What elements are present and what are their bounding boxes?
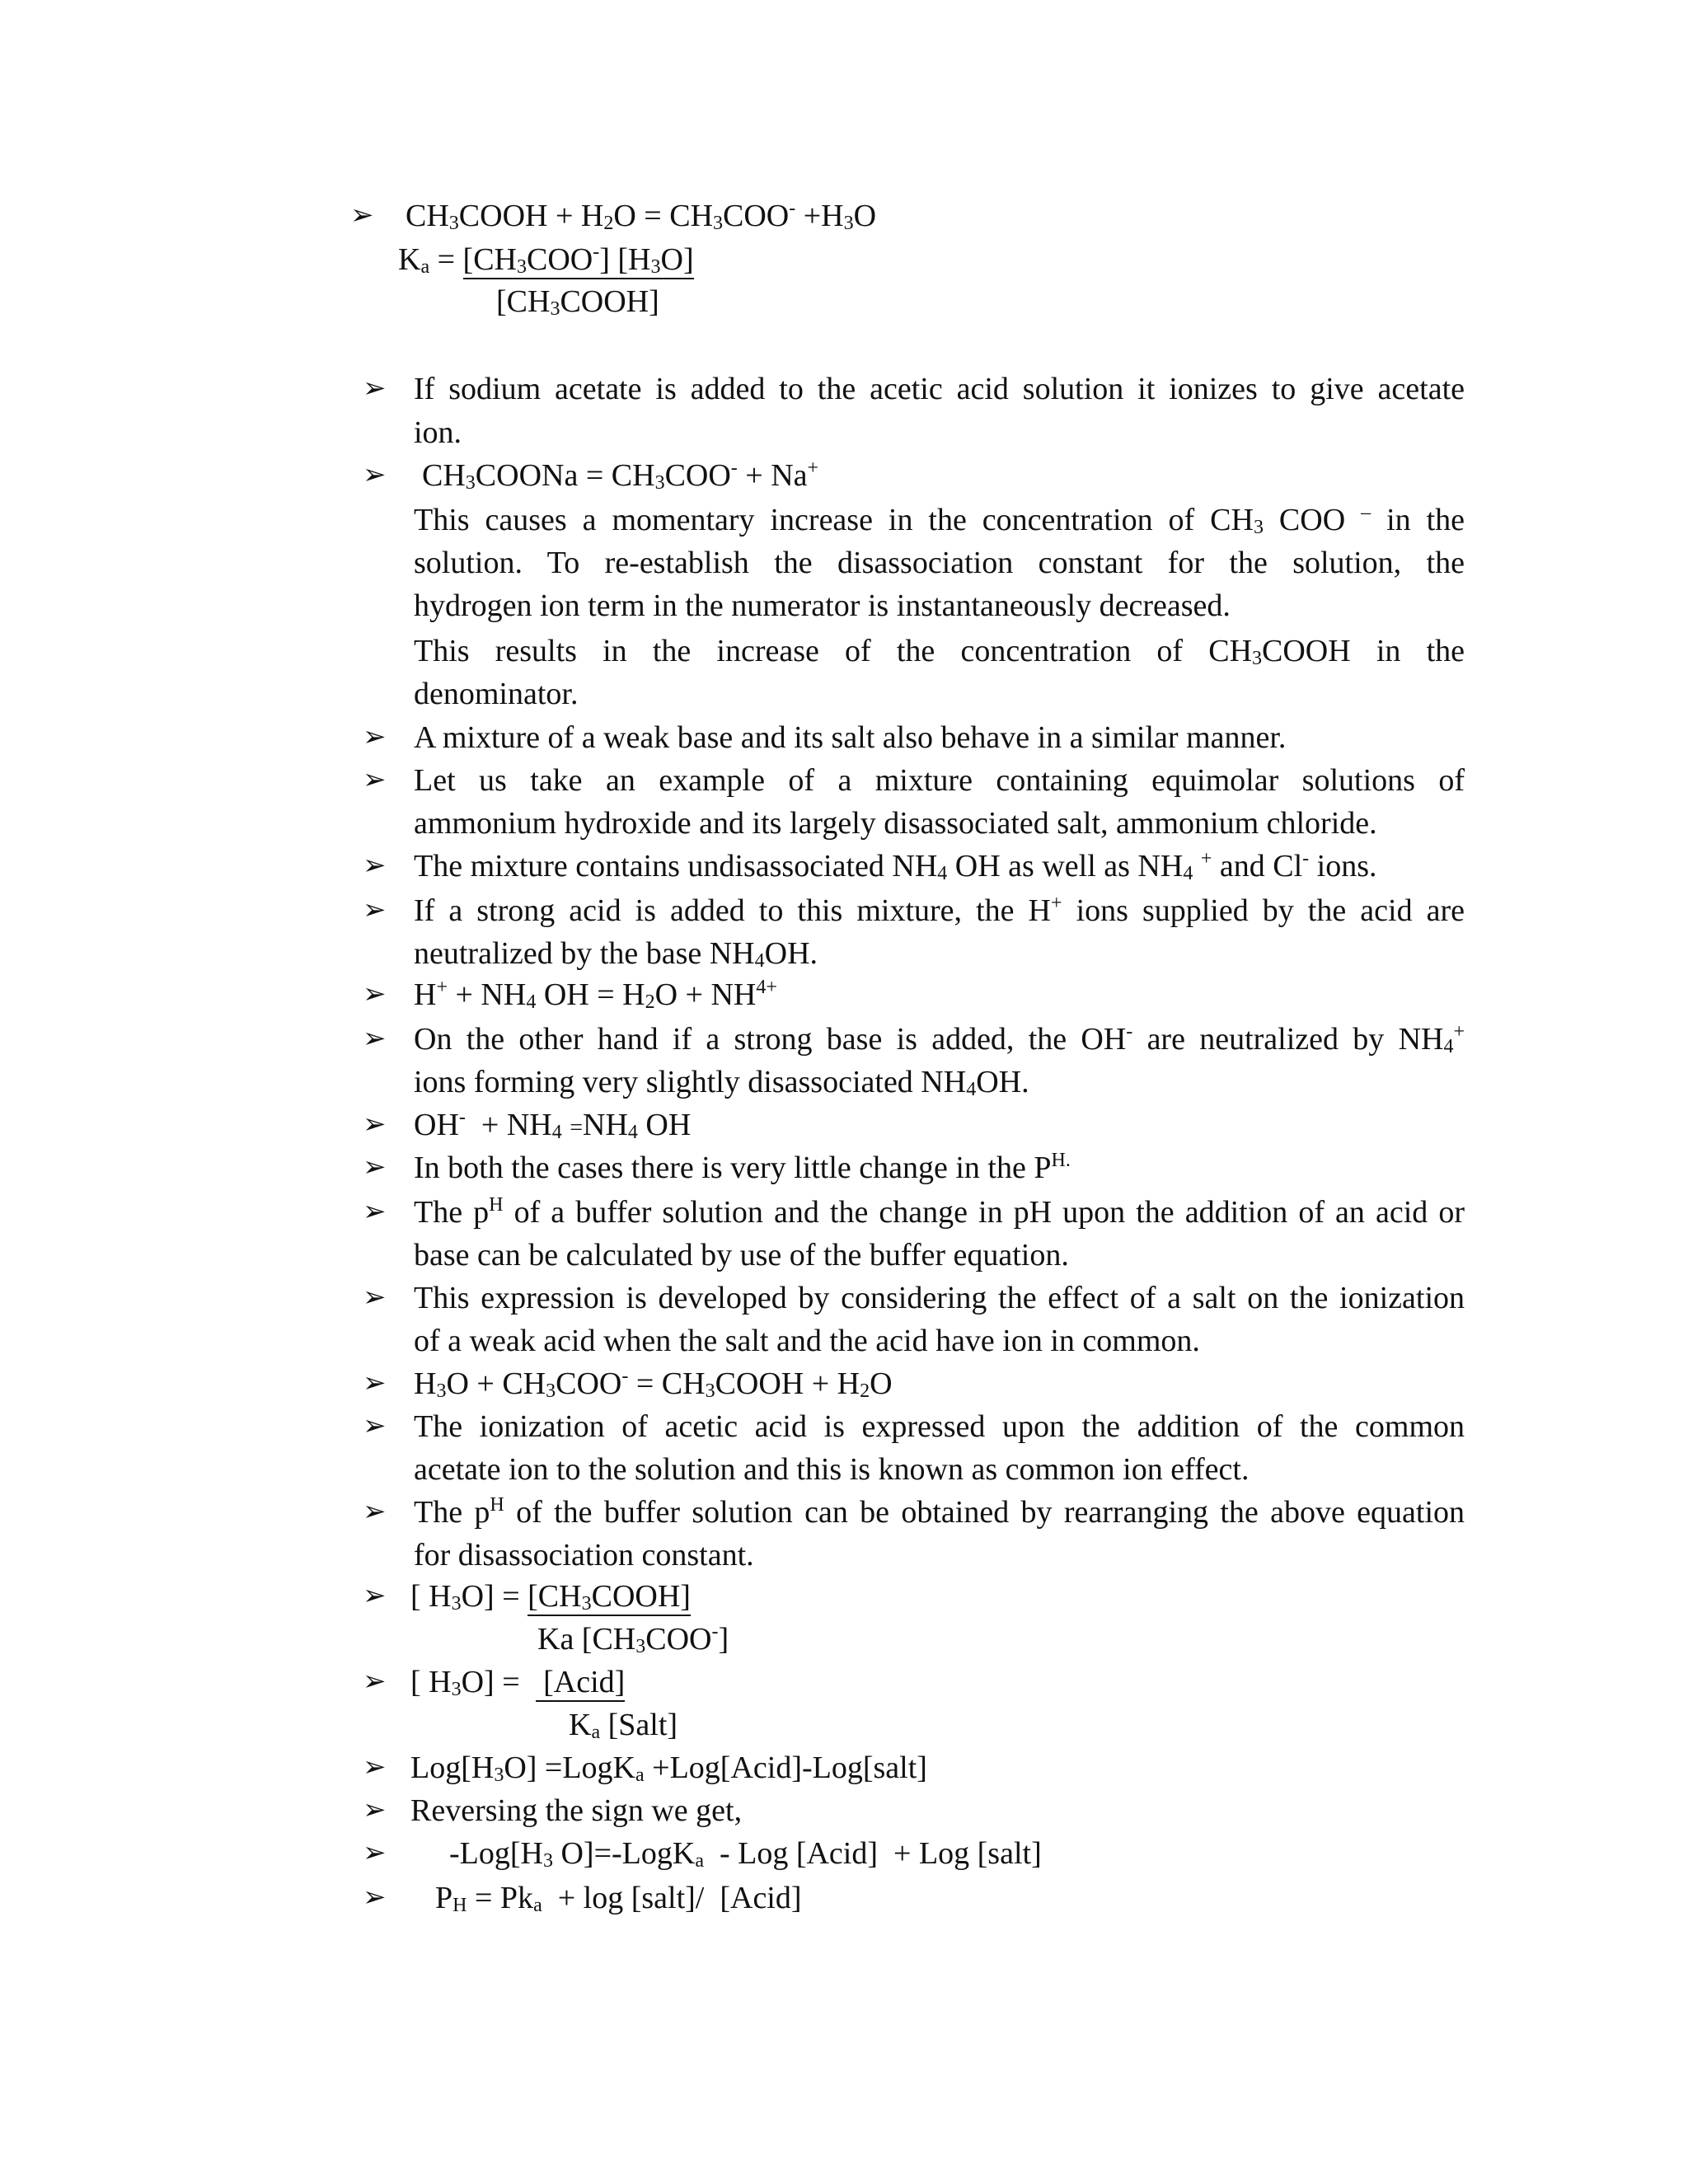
paragraph-line: Reversing the sign we get, bbox=[410, 1793, 743, 1828]
formula-denominator: Ka $[CH_3COO^-]$ bbox=[537, 1621, 729, 1657]
paragraph-line: ions forming very slightly disassociated $NH_4OH$. bbox=[414, 1065, 1029, 1100]
bullet-icon: ➢ bbox=[350, 200, 374, 231]
formula-line: $Log[H_3O]$ =LogK$_a$ +Log[Acid]-Log[salt] bbox=[410, 1750, 927, 1786]
formula-numerator: [ $H_3O$] = $[CH_3COOH]$ bbox=[410, 1579, 691, 1615]
bullet-icon: ➢ bbox=[363, 1838, 387, 1868]
formula-line: $-Log[H_3$ O]=-LogK$_a$ - Log [Acid] + Log [salt] bbox=[449, 1836, 1042, 1872]
paragraph-line: In both the cases there is very little change in the $P^{H.}$ bbox=[414, 1150, 1071, 1185]
paragraph-line: A mixture of a weak base and its salt also behave in a similar manner. bbox=[414, 720, 1287, 755]
bullet-icon: ➢ bbox=[363, 765, 387, 795]
paragraph-line: ammonium hydroxide and its largely disassociated salt, ammonium chloride. bbox=[414, 806, 1377, 841]
paragraph-line: hydrogen ion term in the numerator is instantaneously decreased. bbox=[414, 588, 1231, 623]
paragraph-line: The mixture contains undisassociated $NH_4$ OH as well as $NH_4$ + and Cl- ions. bbox=[414, 848, 1377, 884]
bullet-icon: ➢ bbox=[363, 1795, 387, 1825]
paragraph-line: base can be calculated by use of the buffer equation. bbox=[414, 1238, 1069, 1272]
bullet-icon: ➢ bbox=[363, 373, 387, 404]
paragraph-line: If sodium acetate is added to the acetic acid solution it ionizes to give acetate bbox=[414, 372, 1465, 406]
reaction-line: $OH^- + NH_4 =NH_4$ OH bbox=[414, 1107, 692, 1143]
paragraph-line: The $p^H$ of a buffer solution and the change in pH upon the addition of an acid or bbox=[414, 1194, 1465, 1230]
bullet-icon: ➢ bbox=[363, 1197, 387, 1227]
bullet-icon: ➢ bbox=[363, 722, 387, 752]
paragraph-line: The $p^H$ of the buffer solution can be obtained by rearranging the above equation bbox=[414, 1494, 1465, 1530]
reaction-line bbox=[406, 200, 876, 232]
bullet-icon: ➢ bbox=[363, 1882, 387, 1913]
paragraph-line: solution. To re-establish the disassociation constant for the solution, the bbox=[414, 546, 1465, 580]
paragraph-line: If a strong acid is added to this mixture, the H+ ions supplied by the acid are bbox=[414, 893, 1465, 928]
bullet-icon: ➢ bbox=[363, 851, 387, 881]
bullet-icon: ➢ bbox=[363, 1666, 387, 1697]
formula-denominator: $K_a$ [Salt] bbox=[569, 1708, 678, 1743]
paragraph-line: for disassociation constant. bbox=[414, 1538, 754, 1572]
reaction-line: $H_3O + CH_3COO^-$ = $CH_3COOH + H_2O$ bbox=[414, 1366, 893, 1402]
paragraph-line: On the other hand if a strong base is added, the OH- are neutralized by $NH_4^+$ bbox=[414, 1021, 1465, 1057]
paragraph-line: neutralized by the base $NH_4OH$. bbox=[414, 936, 818, 972]
bullet-icon: ➢ bbox=[363, 1752, 387, 1783]
bullet-icon: ➢ bbox=[363, 1152, 387, 1183]
paragraph-line: ion. bbox=[414, 415, 462, 450]
reaction-line: $H^+ + NH_4$ OH = $H_2O + NH^{4+}$ bbox=[414, 977, 777, 1013]
bullet-icon: ➢ bbox=[363, 895, 387, 926]
paragraph-line: The ionization of acetic acid is expressed upon the addition of the common bbox=[414, 1409, 1465, 1444]
paragraph-line: denominator. bbox=[414, 677, 579, 711]
bullet-icon: ➢ bbox=[363, 460, 387, 490]
bullet-icon: ➢ bbox=[363, 1282, 387, 1313]
paragraph-line: of a weak acid when the salt and the acid have ion in common. bbox=[414, 1324, 1200, 1358]
ka-denominator: $[CH_3COOH]$ bbox=[496, 284, 659, 320]
bullet-icon: ➢ bbox=[363, 1581, 387, 1611]
paragraph-line: acetate ion to the solution and this is known as common ion effect. bbox=[414, 1452, 1250, 1487]
reaction-line: $CH_3COONa = CH_3COO^- + Na^+$ bbox=[422, 457, 819, 494]
formula-numerator: [ $H_3O$] = [Acid] bbox=[410, 1665, 626, 1700]
bullet-icon: ➢ bbox=[363, 979, 387, 1010]
bullet-icon: ➢ bbox=[363, 1411, 387, 1441]
bullet-icon: ➢ bbox=[363, 1368, 387, 1399]
ka-numerator: $K_a = [CH_3COO^-]$ $[H_3O]$ bbox=[398, 241, 694, 278]
formula-line: $P_H = Pk_a + \log$ [salt]/ [Acid] bbox=[435, 1881, 802, 1916]
paragraph-line: This causes a momentary increase in the concentration of $CH_3$ COO – in the bbox=[414, 502, 1465, 538]
paragraph-line: This results in the increase of the concentration of $CH_3COOH$ in the bbox=[414, 634, 1465, 669]
paragraph-line: Let us take an example of a mixture containing equimolar solutions of bbox=[414, 763, 1465, 798]
bullet-icon: ➢ bbox=[363, 1109, 387, 1140]
reaction-acetic-acid-water: $CH_3COOH + H_2O = CH_3COO^- +H_3O$ bbox=[406, 198, 877, 234]
paragraph-line: This expression is developed by considering the effect of a salt on the ionization bbox=[414, 1281, 1465, 1315]
bullet-icon: ➢ bbox=[363, 1497, 387, 1527]
bullet-icon: ➢ bbox=[363, 1024, 387, 1054]
